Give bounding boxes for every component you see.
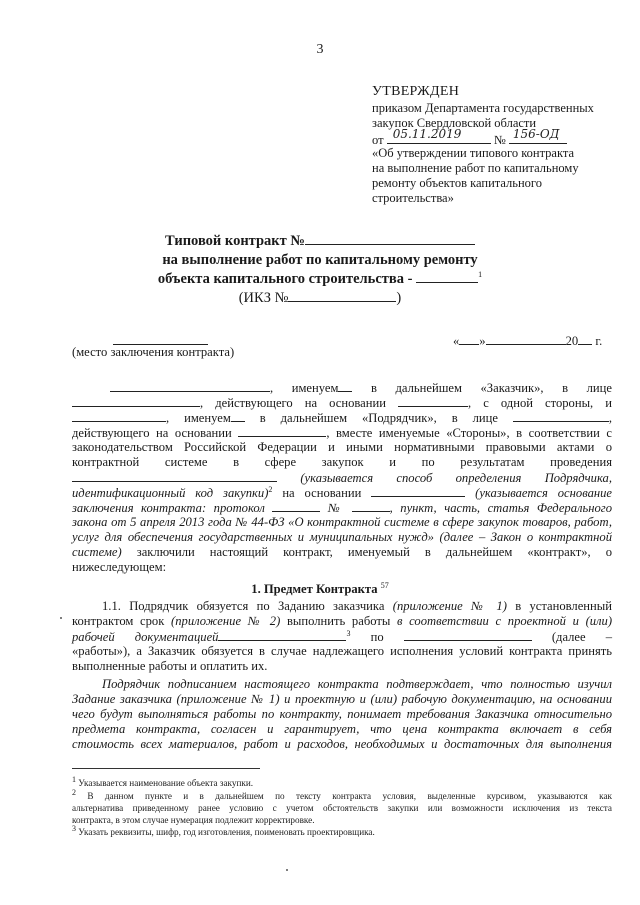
- contract-date-line: [453, 333, 602, 349]
- contract-ikz-line: [0, 290, 640, 307]
- footnote-separator: [72, 768, 260, 769]
- footnote-1: $^1$ Указывается наименование объекта закупки.: [72, 774, 254, 788]
- date-year: 20: [565, 334, 579, 348]
- preamble-line7: (указывается способ определения Подрядчика,: [72, 470, 612, 486]
- place-label: (место заключения контракта): [72, 345, 235, 359]
- ikz-label: (ИКЗ №: [238, 290, 289, 306]
- approval-subject-line4: строительства»: [372, 191, 454, 205]
- footnote-ref-2: 2: [268, 484, 273, 494]
- section1-p2-line2: Задание заказчика (приложение № 1) и проектную и (или) рабочую документацию, на основании: [72, 692, 612, 706]
- preamble-line13: нижеследующем:: [72, 560, 167, 574]
- date-quote-close: »: [479, 334, 486, 348]
- section1-p1-line1: 1.1. Подрядчик обязуется по Заданию заказчика (приложение № 1) в установленный: [102, 599, 612, 613]
- section1-p1-line2: контрактом срок (приложение № 2) выполнить работы в соответствии с проектной и (или): [72, 614, 613, 628]
- approval-number-label: №: [493, 133, 506, 147]
- section1-p2-line1: Подрядчик подписанием настоящего контракта подтверждает, что полностью изучил: [102, 677, 612, 691]
- footnote-ref-57: 57: [380, 580, 389, 590]
- section1-p2-line3: чего будут выполняться работы по контракту, понимает требования Заказчика относительно: [72, 707, 612, 721]
- ikz-close: ): [396, 290, 402, 306]
- preamble-line11: услуг для обеспечения государственных и муниципальных нужд» (далее – Закон о контрактной: [72, 530, 612, 544]
- contract-title-text: Типовой контракт №: [165, 233, 305, 249]
- scan-speck: [286, 869, 288, 871]
- preamble-line9: заключения контракта: протокол № , пункт, часть, статья Федерального: [72, 501, 612, 515]
- scan-speck: [60, 617, 62, 619]
- preamble-line1: , именуем в дальнейшем «Заказчик», в лице: [72, 380, 612, 396]
- preamble-line2: , действующего на основании , с одной стороны, и: [72, 395, 612, 411]
- contract-title-line1: [0, 233, 640, 250]
- preamble-line8: идентификационный код закупки)$^2$ на основании (указывается основание: [72, 484, 613, 500]
- preamble-line12: системе) заключили настоящий контракт, именуемый в дальнейшем «контракт», о: [72, 545, 612, 559]
- approval-subject-line3: ремонту объектов капитального: [372, 176, 542, 190]
- contract-title-line3: [0, 271, 640, 288]
- approval-number-handwritten: 156-ОД: [512, 127, 560, 141]
- preamble-line10: закона от 5 апреля 2013 года № 44-ФЗ «О контрактной системе в сфере закупок товаров, работ,: [72, 515, 612, 529]
- footnote-ref-3: 3: [346, 628, 351, 638]
- approval-subject-line2: на выполнение работ по капитальному: [372, 161, 579, 175]
- preamble-line5: законодательством Российской Федерации и иными нормативными правовыми актами о: [72, 440, 612, 454]
- approval-line1: приказом Департамента государственных: [372, 101, 594, 115]
- page-number: 3: [316, 42, 324, 57]
- approval-title: УТВЕРЖДЕН: [372, 84, 460, 99]
- section1-heading: 1. Предмет Контракта $^{57}$: [251, 580, 389, 596]
- contract-title-line2: на выполнение работ по капитальному ремонту: [162, 252, 478, 268]
- preamble-line6: контрактной системе в сфере закупок и по результатам проведения: [72, 455, 612, 469]
- date-suffix: г.: [595, 334, 603, 348]
- place-blank: [113, 333, 208, 345]
- footnote-2-line3: контракта, в этом случае нумерация подлежит корректировке.: [72, 815, 315, 825]
- footnote-2-line2: альтернатива приведенному ранее условию с учетом обстоятельств закупки или возможности исключения из текста: [72, 803, 612, 813]
- preamble-line4: действующего на основании , вместе именуемые «Стороны», в соответствии с: [72, 426, 612, 440]
- approval-line2: закупок Свердловской области: [372, 116, 537, 130]
- contract-title-object: объекта капитального строительства -: [157, 271, 413, 287]
- section1-p2-line5: стоимость всех материалов, работ и расходов, необходимых и достаточных для выполнения: [72, 737, 612, 751]
- section1-p1-line5: выполненные работы и оплатить их.: [72, 659, 268, 673]
- footnote-3: $^3$ Указать реквизиты, шифр, год изготовления, поименовать проектировщика.: [72, 823, 375, 837]
- section1-p1-line3: рабочей документацией $^3$ по (далее –: [72, 628, 613, 644]
- footnote-ref-1: 1: [478, 270, 483, 280]
- footnote-2-line1: $^2$ В данном пункте и в дальнейшем по тексту контракта условия, выделенные курсивом, указываются как: [72, 787, 613, 801]
- date-quote-open: «: [453, 334, 460, 348]
- section1-p2-line4: предмета контракта, согласен и гарантирует, что цена контракта включает в себя: [72, 722, 612, 736]
- approval-date-handwritten: 05.11.2019: [392, 127, 462, 141]
- approval-subject-line1: «Об утверждении типового контракта: [372, 146, 575, 160]
- approval-from-label: от: [372, 133, 384, 147]
- preamble-line3: , именуем в дальнейшем «Подрядчик», в лице ,: [72, 410, 612, 426]
- section1-p1-line4: «работы»), а Заказчик обязуется в случае надлежащего исполнения условий контракта принять: [72, 644, 612, 658]
